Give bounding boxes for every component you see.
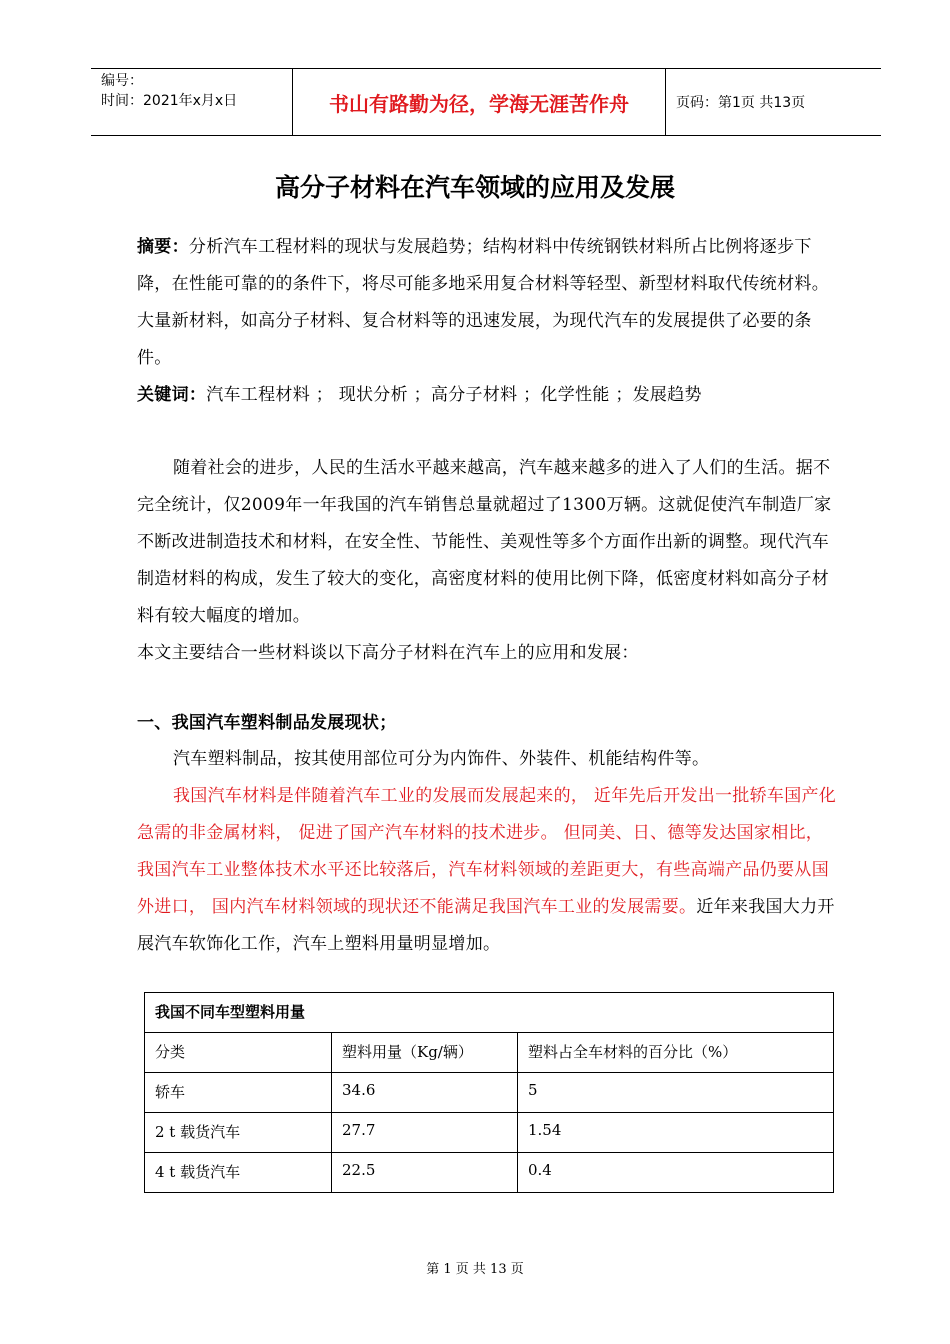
table-header-cell: 塑料用量（Kg/辆） bbox=[332, 1033, 518, 1073]
table-cell: 27.7 bbox=[332, 1113, 518, 1153]
table-cell: 2 t 载货汽车 bbox=[145, 1113, 332, 1153]
abstract-text: 分析汽车工程材料的现状与发展趋势；结构材料中传统钢铁材料所占比例将逐步下降，在性能可靠的的条件下，将尽可能多地采用复合材料等轻型、新型材料取代传统材料。大量新材料，如高分子材料、复合材料等的迅速发展，为现代汽车的发展提供了必要的条件。 bbox=[137, 237, 829, 368]
header-number: 编号： bbox=[101, 73, 143, 89]
table-cell: 4 t 载货汽车 bbox=[145, 1153, 332, 1193]
table-row bbox=[145, 1153, 834, 1193]
table-cell: 1.54 bbox=[518, 1113, 834, 1153]
table-header-cell: 分类 bbox=[145, 1033, 332, 1073]
table-caption: 我国不同车型塑料用量 bbox=[145, 993, 834, 1033]
abstract-label: 摘要： bbox=[137, 237, 189, 257]
document-header bbox=[91, 68, 881, 136]
table-cell: 34.6 bbox=[332, 1073, 518, 1113]
header-page-info: 页码：第1页 共13页 bbox=[676, 95, 806, 111]
plastic-usage-table bbox=[144, 992, 834, 1193]
header-meta bbox=[91, 69, 293, 135]
section-heading: 一、我国汽车塑料制品发展现状； bbox=[137, 713, 397, 733]
table-header-cell: 塑料占全车材料的百分比（%） bbox=[518, 1033, 834, 1073]
intro-paragraph-1: 随着社会的进步，人民的生活水平越来越高，汽车越来越多的进入了人们的生活。据不完全统计，仅2009年一年我国的汽车销售总量就超过了1300万辆。这就促使汽车制造厂家不断改进制造技术和材料，在安全性、节能性、美观性等多个方面作出新的调整。现代汽车制造材料的构成，发生了较大的变化，高密度材料的使用比例下降，低密度材料如高分子材料有较大幅度的增加。 bbox=[137, 458, 832, 626]
keywords-text: 汽车工程材料 ； 现状分析 ；高分子材料 ；化学性能 ；发展趋势 bbox=[206, 385, 702, 405]
section-paragraph-1: 汽车塑料制品，按其使用部位可分为内饰件、外装件、机能结构件等。 bbox=[173, 749, 710, 769]
intro-paragraph-2: 本文主要结合一些材料谈以下高分子材料在汽车上的应用和发展： bbox=[137, 643, 639, 663]
page-footer: 第 1 页 共 13 页 bbox=[426, 1262, 524, 1277]
table-header-row bbox=[145, 1033, 834, 1073]
header-time: 时间：2021年x月x日 bbox=[101, 93, 238, 109]
section-paragraph-2 bbox=[137, 778, 837, 963]
document-title: 高分子材料在汽车领域的应用及发展 bbox=[274, 173, 675, 202]
table-caption-row bbox=[145, 993, 834, 1033]
table-row bbox=[145, 1073, 834, 1113]
abstract-paragraph bbox=[137, 229, 837, 377]
table-cell: 0.4 bbox=[518, 1153, 834, 1193]
header-motto: 书山有路勤为径，学海无涯苦作舟 bbox=[293, 69, 666, 135]
table-cell: 22.5 bbox=[332, 1153, 518, 1193]
keywords-label: 关键词： bbox=[137, 385, 207, 405]
table-row bbox=[145, 1113, 834, 1153]
keywords-paragraph bbox=[137, 377, 837, 414]
plain-text: 近年来我国大力开展汽车软饰化工作，汽车上塑料用量明显增加。 bbox=[137, 897, 835, 954]
highlight-text: 我国汽车材料是伴随着汽车工业的发展而发展起来的， 近年先后开发出一批轿车国产化急需的非金属材料， 促进了国产汽车材料的技术进步。 但同美、日、德等发达国家相比，我国汽车工业整体技术水平还比较落后，汽车材料领域的差距更大，有些高端产品仍要从国外进口， 国内汽车材料领域的现状还不能满足我国汽车工业的发展需要。 bbox=[137, 786, 837, 917]
table-cell: 5 bbox=[518, 1073, 834, 1113]
table-cell: 轿车 bbox=[145, 1073, 332, 1113]
